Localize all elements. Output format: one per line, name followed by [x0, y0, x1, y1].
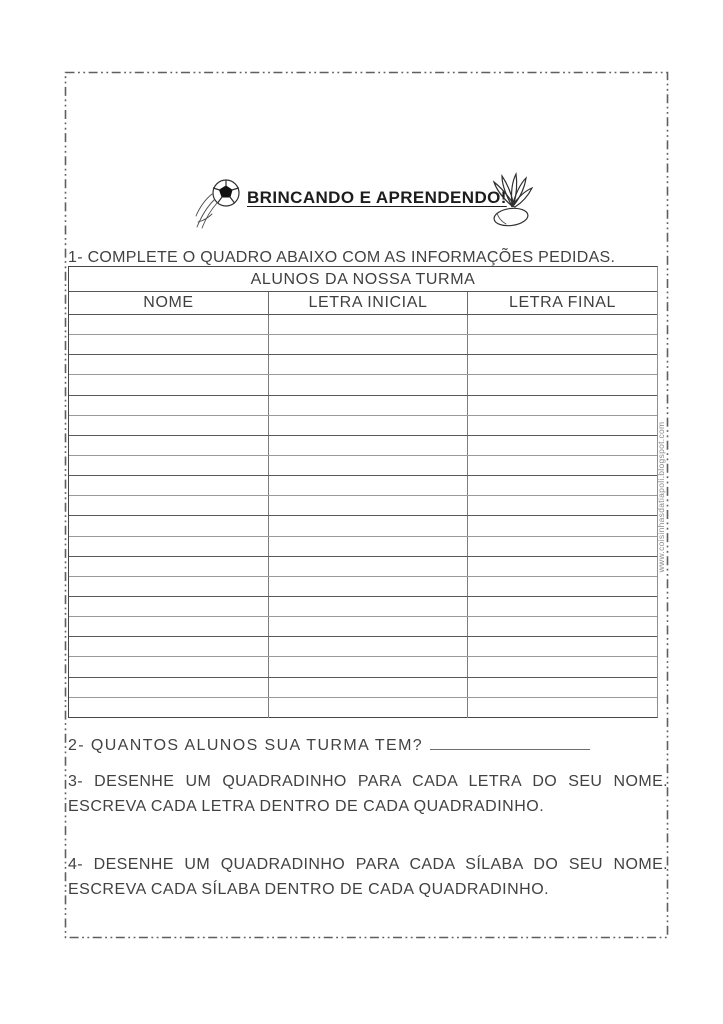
question-4-line1: 4- DESENHE UM QUADRADINHO PARA CADA SÍLABA DO SEU NOME.: [68, 856, 668, 873]
table-cell: [69, 315, 269, 334]
table-cell: [468, 557, 657, 576]
table-cell: [269, 355, 468, 374]
table-row: [69, 698, 657, 718]
table-row: [69, 375, 657, 395]
table-row: [69, 617, 657, 637]
table-cell: [269, 617, 468, 636]
column-header-letra-final: LETRA FINAL: [508, 294, 617, 311]
table-cell: [468, 416, 657, 435]
table-cell: [69, 355, 269, 374]
table-row: [69, 557, 657, 577]
table-cell: [269, 537, 468, 556]
table-cell: [269, 577, 468, 596]
table-cell: [69, 577, 269, 596]
table-cell: [69, 436, 269, 455]
table-cell: [69, 516, 269, 535]
table-cell: [468, 577, 657, 596]
table-row: [69, 577, 657, 597]
table-row: [69, 315, 657, 335]
table-cell: [69, 375, 269, 394]
table-cell: [269, 456, 468, 475]
table-cell: [269, 516, 468, 535]
table-cell: [269, 375, 468, 394]
question-2-text: 2- QUANTOS ALUNOS SUA TURMA TEM?: [68, 737, 424, 754]
table-cell: [69, 678, 269, 697]
watermark-url: www.coisinhasdatiapoli.blogspot.com: [656, 421, 666, 573]
table-cell: [269, 637, 468, 656]
table-cell: [468, 315, 657, 334]
table-cell: [69, 396, 269, 415]
table-cell: [269, 657, 468, 676]
table-cell: [269, 597, 468, 616]
question-3-line1: 3- DESENHE UM QUADRADINHO PARA CADA LETRA DO SEU NOME.: [68, 773, 668, 790]
table-cell: [69, 698, 269, 718]
column-header-nome: NOME: [69, 292, 269, 314]
table-row: [69, 496, 657, 516]
table-cell: [269, 698, 468, 718]
table-title: ALUNOS DA NOSSA TURMA: [69, 267, 657, 292]
worksheet-header: [0, 170, 723, 234]
students-table: [68, 266, 658, 718]
table-row: [69, 436, 657, 456]
table-cell: [468, 516, 657, 535]
table-row: [69, 657, 657, 677]
table-cell: [468, 436, 657, 455]
table-cell: [269, 557, 468, 576]
question-2: [68, 733, 668, 758]
question-3: [68, 769, 668, 819]
table-cell: [69, 657, 269, 676]
worksheet-title: BRINCANDO E APRENDENDO!: [247, 188, 507, 207]
table-cell: [269, 678, 468, 697]
table-cell: [468, 355, 657, 374]
soccer-ball-icon: [190, 176, 246, 234]
table-row: [69, 355, 657, 375]
table-cell: [468, 597, 657, 616]
table-cell: [269, 476, 468, 495]
table-cell: [269, 315, 468, 334]
table-row: [69, 396, 657, 416]
table-cell: [69, 637, 269, 656]
table-cell: [468, 657, 657, 676]
table-row: [69, 416, 657, 436]
table-row: [69, 456, 657, 476]
table-cell: [69, 496, 269, 515]
table-cell: [269, 496, 468, 515]
table-cell: [69, 335, 269, 354]
table-cell: [69, 416, 269, 435]
question-4-line2: ESCREVA CADA SÍLABA DENTRO DE CADA QUADRADINHO.: [68, 881, 550, 898]
table-cell: [468, 698, 657, 718]
table-row: [69, 335, 657, 355]
table-cell: [468, 637, 657, 656]
table-cell: [468, 375, 657, 394]
table-cell: [468, 476, 657, 495]
table-row: [69, 637, 657, 657]
table-cell: [269, 335, 468, 354]
table-body: [69, 315, 657, 718]
question-3-line2: ESCREVA CADA LETRA DENTRO DE CADA QUADRADINHO.: [68, 798, 545, 815]
table-cell: [468, 617, 657, 636]
answer-blank: [430, 736, 590, 750]
table-row: [69, 476, 657, 496]
table-row: [69, 537, 657, 557]
question-4: [68, 852, 668, 902]
table-cell: [468, 537, 657, 556]
table-cell: [269, 396, 468, 415]
table-cell: [468, 456, 657, 475]
table-row: [69, 597, 657, 617]
table-cell: [269, 436, 468, 455]
table-cell: [468, 678, 657, 697]
question-1: 1- COMPLETE O QUADRO ABAIXO COM AS INFORMAÇÕES PEDIDAS.: [68, 249, 616, 266]
flower-icon: [488, 172, 536, 230]
table-cell: [69, 597, 269, 616]
table-cell: [468, 396, 657, 415]
table-cell: [69, 617, 269, 636]
table-row: [69, 516, 657, 536]
table-header-row: [69, 292, 657, 315]
table-cell: [69, 537, 269, 556]
table-cell: [69, 557, 269, 576]
table-cell: [468, 496, 657, 515]
table-cell: [69, 476, 269, 495]
table-cell: [468, 335, 657, 354]
column-header-letra-inicial: LETRA INICIAL: [269, 292, 468, 314]
table-cell: [69, 456, 269, 475]
table-row: [69, 678, 657, 698]
table-cell: [269, 416, 468, 435]
